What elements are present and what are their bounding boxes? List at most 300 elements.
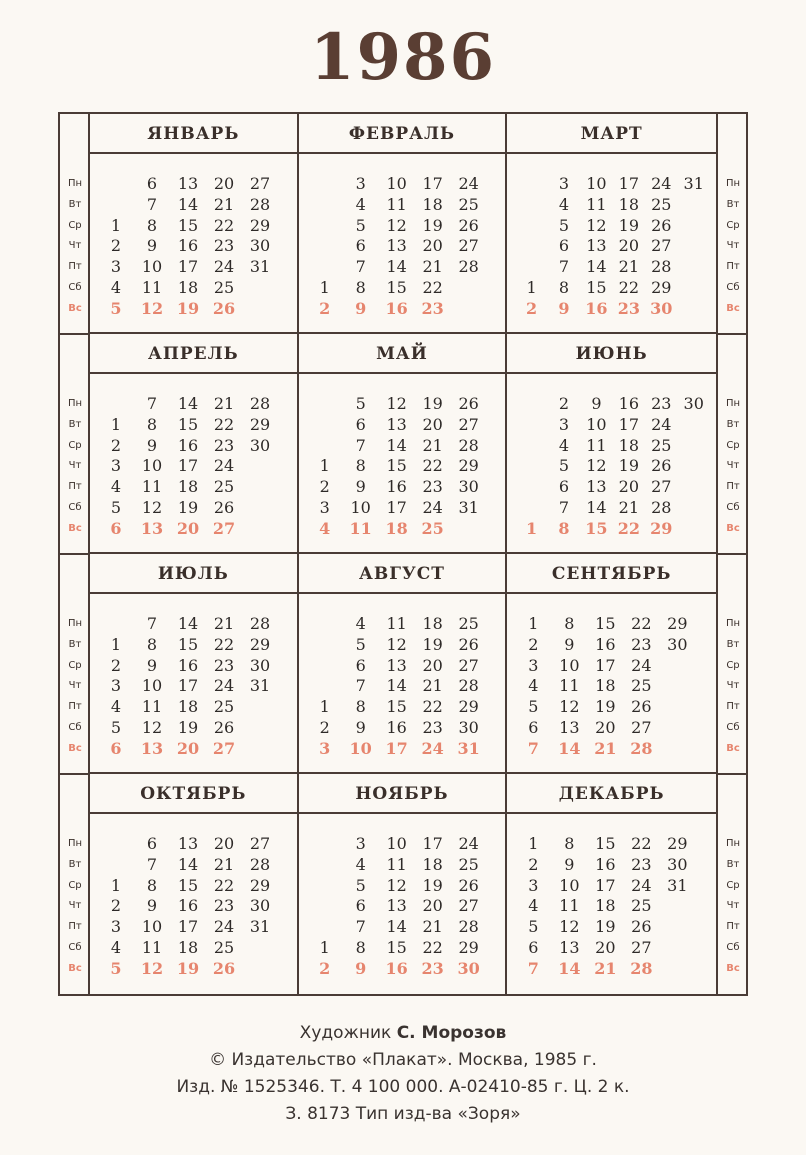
- day-number: 11: [349, 518, 372, 538]
- day-number: 6: [528, 937, 539, 957]
- week-row: [307, 257, 500, 278]
- day-label: Пн: [67, 618, 83, 629]
- day-number: 3: [355, 834, 366, 853]
- day-number: 26: [458, 875, 479, 895]
- sunday-row: [307, 299, 500, 320]
- day-number: 28: [458, 676, 479, 696]
- day-number: 29: [458, 937, 479, 957]
- week-row: [307, 917, 500, 938]
- day-number: 23: [421, 298, 444, 318]
- day-number: 6: [528, 717, 539, 737]
- week-row: [307, 498, 500, 519]
- day-number: [678, 519, 710, 540]
- day-number: 23: [422, 717, 443, 737]
- day-number: 1: [319, 937, 330, 957]
- day-number: [515, 195, 547, 216]
- sunday-row: [515, 519, 710, 540]
- day-number: 20: [595, 937, 616, 957]
- day-number: 19: [176, 298, 200, 318]
- day-number: 25: [631, 896, 652, 916]
- day-number: 15: [386, 277, 407, 297]
- day-number: 24: [213, 456, 235, 476]
- day-number: [98, 834, 134, 855]
- day-number: 26: [212, 958, 236, 978]
- day-number: [678, 299, 710, 320]
- day-number: 17: [618, 414, 640, 434]
- day-number: 7: [355, 435, 366, 455]
- day-number: 2: [528, 634, 539, 654]
- day-number: 23: [651, 394, 672, 413]
- week-row: [307, 855, 500, 876]
- day-number: 21: [213, 194, 235, 214]
- day-number: 2: [558, 394, 570, 413]
- day-number: 27: [249, 174, 271, 193]
- day-number: 20: [422, 236, 443, 256]
- month-block: [90, 114, 299, 334]
- day-number: 1: [528, 834, 539, 853]
- day-number: 30: [458, 717, 479, 737]
- day-number: 15: [595, 614, 616, 633]
- day-number: 14: [177, 394, 199, 413]
- day-number: 21: [213, 614, 235, 633]
- day-number: [659, 917, 695, 938]
- day-number: 31: [683, 174, 704, 193]
- day-number: 19: [177, 497, 199, 517]
- day-number: 1: [110, 634, 122, 654]
- week-row: [98, 216, 291, 237]
- day-number: 17: [385, 738, 408, 758]
- day-number: 29: [249, 875, 271, 895]
- day-number: 22: [617, 518, 640, 538]
- day-number: 2: [319, 717, 330, 737]
- day-number: 26: [213, 717, 235, 737]
- day-number: 18: [385, 518, 408, 538]
- day-number: 12: [141, 717, 163, 737]
- day-number: 17: [177, 456, 199, 476]
- day-number: 4: [355, 194, 366, 214]
- day-label: Ср: [726, 439, 740, 451]
- day-number: 21: [422, 676, 443, 696]
- day-number: 29: [651, 277, 672, 297]
- day-number: 11: [141, 937, 163, 957]
- day-number: 12: [386, 394, 407, 413]
- day-number: 24: [213, 257, 235, 277]
- day-number: 15: [386, 937, 407, 957]
- week-row: [515, 917, 710, 938]
- week-row: [307, 876, 500, 897]
- week-row: [515, 195, 710, 216]
- day-number: 22: [422, 937, 443, 957]
- day-number: 22: [422, 277, 443, 297]
- day-number: 20: [618, 477, 640, 497]
- day-number: 2: [319, 958, 331, 978]
- day-label: Вт: [68, 858, 82, 870]
- month-name: МАРТ: [507, 114, 716, 154]
- day-number: [678, 498, 710, 519]
- day-number: 13: [386, 414, 407, 434]
- day-number: 16: [385, 958, 408, 978]
- day-number: [307, 855, 343, 876]
- day-number: 31: [249, 676, 271, 696]
- day-number: 21: [213, 394, 235, 413]
- artist-line: [0, 1020, 806, 1047]
- day-number: [242, 519, 278, 540]
- day-number: 5: [355, 394, 366, 413]
- day-number: 21: [594, 958, 617, 978]
- day-number: [678, 415, 710, 436]
- day-number: 24: [651, 414, 672, 434]
- day-number: 18: [177, 937, 199, 957]
- day-number: 24: [458, 174, 479, 193]
- day-number: 22: [213, 414, 235, 434]
- day-number: [515, 456, 547, 477]
- day-number: [98, 174, 134, 195]
- day-number: 17: [177, 257, 199, 277]
- day-number: [515, 498, 547, 519]
- month-name: ОКТЯБРЬ: [90, 774, 297, 814]
- day-number: 20: [422, 655, 443, 675]
- day-label: Пт: [726, 261, 740, 273]
- week-row: [307, 718, 500, 739]
- month-days: [98, 834, 291, 980]
- month-name: НОЯБРЬ: [299, 774, 506, 814]
- day-number: 12: [559, 917, 580, 937]
- day-number: [98, 195, 134, 216]
- day-number: 18: [422, 194, 443, 214]
- day-number: 17: [595, 875, 616, 895]
- day-number: 9: [564, 634, 575, 654]
- day-number: 2: [528, 854, 539, 874]
- day-number: 6: [110, 518, 122, 538]
- day-number: 31: [667, 875, 688, 895]
- month-days: [98, 394, 291, 540]
- day-number: 18: [177, 697, 199, 717]
- day-number: [678, 195, 710, 216]
- day-number: 24: [422, 497, 443, 517]
- week-row: [307, 195, 500, 216]
- day-number: 3: [558, 414, 570, 434]
- week-row: [98, 195, 291, 216]
- day-number: 3: [319, 497, 330, 517]
- day-number: 18: [177, 277, 199, 297]
- artist-prefix: Художник: [299, 1023, 392, 1043]
- day-number: 17: [595, 655, 616, 675]
- day-number: 10: [141, 676, 163, 696]
- day-labels-left-quarter-2: [60, 394, 90, 540]
- day-number: 30: [249, 655, 271, 675]
- day-number: 19: [177, 717, 199, 737]
- day-number: 24: [421, 738, 444, 758]
- day-number: [659, 896, 695, 917]
- day-number: [307, 216, 343, 237]
- day-number: [659, 938, 695, 959]
- day-number: 19: [422, 634, 443, 654]
- day-number: 4: [528, 896, 539, 916]
- day-number: [242, 456, 278, 477]
- print-line: З. 8173 Тип изд-ва «Зоря»: [285, 1104, 521, 1124]
- week-row: [515, 718, 710, 739]
- day-number: 14: [177, 194, 199, 214]
- day-number: 30: [667, 634, 688, 654]
- day-number: 5: [528, 697, 539, 717]
- calendar-grid: [58, 112, 748, 996]
- day-number: 28: [249, 394, 271, 413]
- day-number: [307, 896, 343, 917]
- sunday-row: [307, 959, 500, 980]
- month-name: ИЮЛЬ: [90, 554, 297, 594]
- day-number: 19: [422, 394, 443, 413]
- week-row: [98, 436, 291, 457]
- day-number: 5: [558, 456, 570, 476]
- day-number: [307, 236, 343, 257]
- day-number: 22: [422, 456, 443, 476]
- day-number: 23: [213, 896, 235, 916]
- day-number: 22: [631, 614, 652, 633]
- day-label: Вт: [726, 858, 740, 870]
- day-number: 11: [386, 614, 407, 633]
- month-name: АПРЕЛЬ: [90, 334, 297, 374]
- day-number: 3: [355, 174, 366, 193]
- day-number: 11: [141, 477, 163, 497]
- week-row: [98, 718, 291, 739]
- day-number: [659, 739, 695, 760]
- day-number: 5: [558, 215, 570, 235]
- month-block: [90, 774, 299, 994]
- day-label: Сб: [726, 501, 740, 513]
- day-number: 18: [595, 896, 616, 916]
- day-label: Вт: [68, 638, 82, 650]
- day-number: [242, 739, 278, 760]
- day-number: 10: [559, 875, 580, 895]
- day-number: 14: [177, 854, 199, 874]
- day-number: 2: [110, 236, 122, 256]
- day-number: 23: [213, 435, 235, 455]
- week-row: [515, 415, 710, 436]
- day-label: Сб: [68, 941, 82, 953]
- day-number: 16: [595, 854, 616, 874]
- day-number: 18: [422, 614, 443, 633]
- day-number: 28: [630, 958, 653, 978]
- divider: [718, 553, 746, 555]
- day-number: 23: [422, 477, 443, 497]
- week-row: [307, 216, 500, 237]
- day-number: 25: [651, 435, 672, 455]
- week-row: [307, 415, 500, 436]
- day-number: 13: [586, 477, 607, 497]
- day-label: Пн: [725, 398, 741, 409]
- day-number: 26: [651, 456, 672, 476]
- day-number: [678, 278, 710, 299]
- day-number: [515, 216, 547, 237]
- sunday-row: [98, 519, 291, 540]
- imprint: [0, 1020, 806, 1128]
- day-number: 16: [385, 298, 408, 318]
- day-number: 9: [558, 298, 570, 318]
- week-row: [515, 236, 710, 257]
- day-number: 5: [355, 875, 366, 895]
- day-number: 18: [422, 854, 443, 874]
- day-number: 5: [355, 215, 366, 235]
- day-number: 8: [564, 614, 575, 633]
- day-number: 16: [177, 236, 199, 256]
- day-number: 30: [249, 435, 271, 455]
- day-number: [678, 477, 710, 498]
- day-number: 6: [558, 236, 570, 256]
- day-label: Чт: [68, 460, 82, 472]
- day-number: 7: [146, 614, 158, 633]
- day-label: Ср: [68, 219, 82, 231]
- day-number: 12: [586, 456, 607, 476]
- day-number: 19: [176, 958, 200, 978]
- day-number: 9: [146, 655, 158, 675]
- week-row: [515, 174, 710, 195]
- day-number: [451, 278, 487, 299]
- day-number: 29: [458, 697, 479, 717]
- day-label: Сб: [68, 281, 82, 293]
- day-number: 27: [458, 655, 479, 675]
- day-number: 11: [559, 676, 580, 696]
- day-number: 11: [386, 194, 407, 214]
- day-number: 7: [355, 676, 366, 696]
- day-label: Чт: [726, 460, 740, 472]
- day-number: 8: [146, 215, 158, 235]
- day-number: 25: [421, 518, 444, 538]
- divider: [718, 333, 746, 335]
- day-number: 30: [683, 394, 704, 413]
- day-number: 17: [177, 676, 199, 696]
- day-number: 9: [146, 896, 158, 916]
- day-number: 3: [110, 257, 122, 277]
- day-number: [307, 174, 343, 195]
- day-number: 15: [585, 518, 608, 538]
- month-days: [515, 174, 710, 320]
- day-labels-left-quarter-1: [60, 174, 90, 320]
- day-number: 7: [558, 497, 570, 517]
- day-number: [659, 676, 695, 697]
- divider: [60, 773, 88, 775]
- day-number: 8: [558, 277, 570, 297]
- week-row: [307, 436, 500, 457]
- day-label: Вс: [726, 742, 740, 754]
- day-number: 26: [458, 215, 479, 235]
- day-number: 3: [110, 917, 122, 937]
- day-number: 10: [350, 497, 371, 517]
- day-number: 9: [355, 298, 367, 318]
- day-number: 13: [140, 738, 164, 758]
- day-number: 20: [176, 738, 200, 758]
- day-number: 22: [213, 634, 235, 654]
- day-number: 9: [591, 394, 602, 413]
- day-number: [659, 656, 695, 677]
- day-number: 16: [386, 477, 407, 497]
- day-number: 23: [213, 655, 235, 675]
- day-number: 11: [141, 697, 163, 717]
- week-row: [307, 896, 500, 917]
- day-label: Сб: [68, 721, 82, 733]
- day-number: [307, 436, 343, 457]
- week-row: [515, 896, 710, 917]
- day-number: 14: [386, 917, 407, 937]
- day-number: 7: [527, 738, 539, 758]
- day-label: Пт: [68, 261, 82, 273]
- month-block: [507, 114, 716, 334]
- day-number: 31: [458, 497, 479, 517]
- day-labels-right: [716, 114, 746, 994]
- day-number: 25: [213, 277, 235, 297]
- day-number: 27: [249, 834, 271, 853]
- day-number: 14: [386, 435, 407, 455]
- day-label: Ср: [726, 659, 740, 671]
- week-row: [515, 498, 710, 519]
- day-number: 19: [422, 875, 443, 895]
- day-number: 27: [212, 518, 236, 538]
- day-number: 2: [319, 477, 330, 497]
- day-label: Ср: [726, 219, 740, 231]
- day-number: 10: [386, 834, 407, 853]
- day-number: 5: [110, 497, 122, 517]
- week-row: [98, 415, 291, 436]
- day-number: 1: [526, 277, 537, 297]
- day-number: 11: [386, 854, 407, 874]
- month-days: [515, 614, 710, 760]
- day-number: 4: [558, 435, 570, 455]
- week-row: [98, 236, 291, 257]
- day-number: [515, 436, 547, 457]
- day-number: 9: [355, 958, 367, 978]
- day-label: Вс: [726, 962, 740, 974]
- day-number: [678, 436, 710, 457]
- day-label: Сб: [726, 941, 740, 953]
- sunday-row: [98, 959, 291, 980]
- month-days: [98, 614, 291, 760]
- month-block: [507, 334, 716, 554]
- week-row: [307, 174, 500, 195]
- day-number: 27: [458, 236, 479, 256]
- day-number: [242, 938, 278, 959]
- day-number: [242, 959, 278, 980]
- month-block: [299, 554, 508, 774]
- day-number: 14: [386, 676, 407, 696]
- day-number: 6: [110, 738, 122, 758]
- day-number: 3: [110, 456, 122, 476]
- day-number: 3: [110, 676, 122, 696]
- week-row: [98, 917, 291, 938]
- day-number: 12: [386, 875, 407, 895]
- day-number: 30: [249, 896, 271, 916]
- day-number: 10: [141, 917, 163, 937]
- month-name: ЯНВАРЬ: [90, 114, 297, 154]
- day-number: 3: [319, 738, 331, 758]
- day-number: 27: [458, 896, 479, 916]
- day-number: 7: [146, 194, 158, 214]
- day-number: 4: [355, 854, 366, 874]
- day-number: 7: [355, 917, 366, 937]
- day-number: 25: [631, 676, 652, 696]
- day-number: 4: [110, 277, 122, 297]
- day-label: Вс: [726, 302, 740, 314]
- day-number: 15: [177, 414, 199, 434]
- day-label: Ср: [68, 439, 82, 451]
- day-number: 1: [528, 614, 539, 633]
- day-number: 4: [558, 194, 570, 214]
- day-label: Пт: [68, 481, 82, 493]
- day-label: Пт: [726, 481, 740, 493]
- week-row: [307, 236, 500, 257]
- day-number: 17: [618, 174, 640, 193]
- day-number: 14: [386, 257, 407, 277]
- day-label: Пн: [725, 838, 741, 849]
- day-number: [307, 635, 343, 656]
